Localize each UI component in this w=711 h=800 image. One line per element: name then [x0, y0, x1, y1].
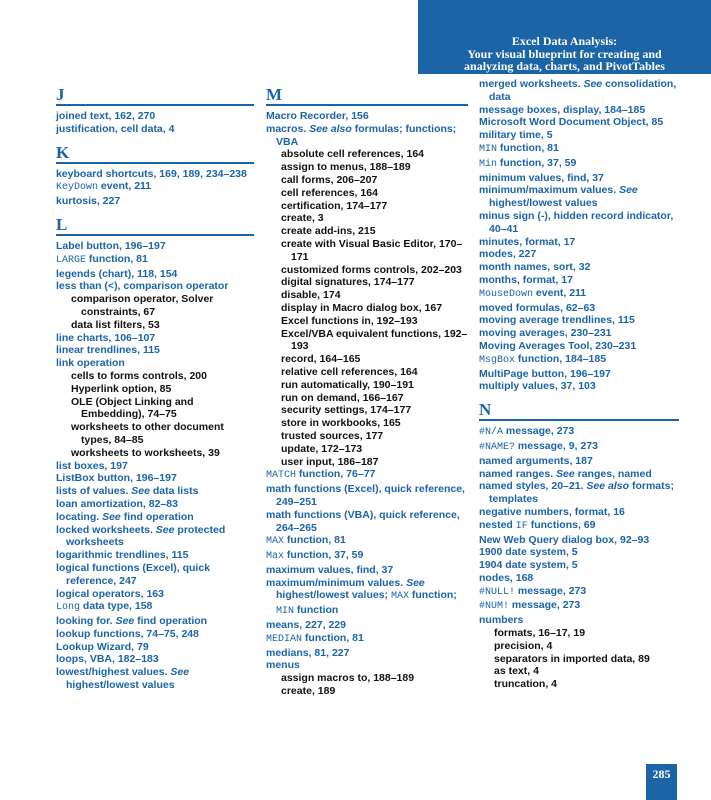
index-entry [479, 519, 679, 534]
entry-text: looking for. [56, 615, 116, 628]
index-entry [266, 483, 468, 509]
entry-text: functions, 69 [527, 518, 596, 531]
index-entry [266, 564, 468, 577]
entry-text: find operation [120, 510, 194, 523]
entry-text: create with Visual Basic Editor, 170–171 [281, 237, 463, 263]
entry-text: function; [408, 589, 457, 602]
entry-text: call forms, 206–207 [281, 173, 378, 186]
index-entry [266, 577, 468, 619]
index-subentry [266, 685, 468, 698]
entry-text: nodes, 168 [479, 571, 534, 584]
entry-text: ListBox button, 196–197 [56, 472, 177, 485]
entry-text: separators in imported data, 89 [494, 652, 650, 665]
index-entry [479, 248, 679, 261]
index-entry [56, 666, 254, 692]
entry-text: message, 273 [503, 425, 575, 438]
index-subentry [266, 187, 468, 200]
entry-text: function, 37, 59 [284, 549, 364, 562]
entry-text: logical functions (Excel), quick reference, 247 [56, 561, 211, 587]
index-entry [266, 647, 468, 660]
entry-text: LARGE [56, 254, 87, 266]
entry-text: digital signatures, 174–177 [281, 276, 415, 289]
index-entry [479, 340, 679, 353]
book-title-banner [418, 0, 711, 74]
index-entry [56, 195, 254, 208]
index-entry [479, 142, 679, 157]
index-entry [479, 480, 679, 506]
index-subentry [56, 370, 254, 383]
entry-text: joined text, 162, 270 [56, 110, 156, 122]
index-subentry [266, 200, 468, 213]
entry-text: Max [266, 551, 285, 563]
entry-text: negative numbers, format, 16 [479, 505, 625, 518]
entry-text: named styles, 20–21. [479, 480, 587, 493]
entry-text: locked worksheets. [56, 523, 156, 536]
entry-text: function, 81 [497, 141, 559, 154]
entry-text: IF [515, 520, 528, 532]
entry-text: #NULL! [479, 586, 516, 598]
index-entry [56, 123, 254, 136]
entry-text: math functions (VBA), quick reference, 264–265 [266, 508, 460, 534]
index-entry [479, 302, 679, 315]
entry-text: 1900 date system, 5 [479, 546, 578, 559]
entry-text: record, 164–165 [281, 353, 361, 366]
entry-text: create, 189 [281, 685, 336, 698]
index-entry [266, 619, 468, 632]
entry-text: See [406, 576, 425, 589]
index-subentry [266, 404, 468, 417]
index-subentry [266, 379, 468, 392]
entry-text: assign to menus, 188–189 [281, 161, 411, 174]
entry-text: Min [479, 158, 498, 170]
index-subentry [266, 264, 468, 277]
index-subentry [266, 289, 468, 302]
entry-text: less than (<), comparison operator [56, 280, 229, 293]
index-subentry [266, 672, 468, 685]
index-entry [479, 614, 679, 627]
entry-text: Label button, 196–197 [56, 239, 166, 252]
index-entry [479, 210, 679, 236]
index-entry [266, 509, 468, 535]
entry-text: medians, 81, 227 [266, 646, 350, 659]
index-subentry [266, 174, 468, 187]
entry-text: display in Macro dialog box, 167 [281, 301, 443, 314]
index-entry [56, 253, 254, 268]
entry-text: loan amortization, 82–83 [56, 497, 178, 510]
index-column-3 [479, 78, 679, 691]
entry-text: See [619, 184, 638, 197]
entry-text: worksheets to other document types, 84–85 [71, 421, 224, 446]
entry-text: function, 76–77 [296, 468, 376, 481]
index-subentry [266, 315, 468, 328]
entry-text: run automatically, 190–191 [281, 378, 414, 391]
entry-text: military time, 5 [479, 129, 553, 142]
entry-text: protected worksheets [66, 523, 226, 549]
entry-text: function [294, 604, 339, 617]
index-entry [266, 549, 468, 564]
entry-text: event, 211 [533, 286, 587, 299]
entry-text: data lists [149, 485, 199, 498]
index-subentry [56, 421, 254, 447]
entry-text: data type, 158 [80, 600, 153, 613]
entry-text: message boxes, display, 184–185 [479, 103, 646, 116]
entry-text: MIN [276, 606, 295, 618]
index-entry [479, 261, 679, 274]
index-entry [479, 327, 679, 340]
entry-text: message, 273 [515, 584, 587, 597]
entry-text: MsgBox [479, 354, 516, 366]
index-column-1 [56, 78, 254, 692]
entry-text: months, format, 17 [479, 273, 573, 286]
index-entry [56, 498, 254, 511]
index-entry [479, 559, 679, 572]
index-subentry [479, 627, 679, 640]
entry-text: merged worksheets. [479, 78, 584, 90]
section-letter: J [56, 78, 254, 106]
index-entry [56, 588, 254, 601]
index-subentry [266, 276, 468, 289]
index-entry [56, 653, 254, 666]
index-subentry [266, 238, 468, 264]
entry-text: legends (chart), 118, 154 [56, 267, 178, 280]
index-entry [479, 599, 679, 614]
index-subentry [266, 417, 468, 430]
entry-text: logarithmic trendlines, 115 [56, 549, 189, 562]
entry-text: MIN [479, 143, 498, 155]
index-column-2 [266, 78, 468, 698]
index-subentry [266, 148, 468, 161]
entry-text: #N/A [479, 427, 504, 439]
entry-text: function, 81 [86, 252, 148, 265]
entry-text: OLE (Object Linking and Embedding), 74–75 [71, 395, 194, 421]
entry-text: loops, VBA, 182–183 [56, 653, 159, 666]
entry-text: lookup functions, 74–75, 248 [56, 627, 199, 640]
index-entry [479, 274, 679, 287]
index-entry [479, 157, 679, 172]
entry-text: Excel/VBA equivalent functions, 192–193 [281, 327, 468, 353]
index-subentry [266, 328, 468, 354]
entry-text: See also [586, 480, 630, 493]
entry-text: named arguments, 187 [479, 454, 593, 467]
entry-text: maximum/minimum values. [266, 576, 407, 589]
entry-text: minutes, format, 17 [479, 235, 576, 248]
index-entry [479, 455, 679, 468]
index-entry [56, 549, 254, 562]
entry-text: New Web Query dialog box, 92–93 [479, 533, 650, 546]
index-entry [56, 615, 254, 628]
book-subtitle-line: Your visual blueprint for creating and [467, 46, 662, 61]
index-entry [56, 357, 254, 370]
entry-text: create add-ins, 215 [281, 225, 376, 238]
entry-text: numbers [479, 614, 524, 627]
page-tab-stripe [646, 784, 677, 800]
index-subentry [266, 443, 468, 456]
entry-text: find operation [134, 615, 208, 628]
index-entry [479, 534, 679, 547]
entry-text: cells to forms controls, 200 [71, 369, 207, 382]
entry-text: See [556, 467, 575, 480]
index-subentry [479, 665, 679, 678]
index-entry [56, 641, 254, 654]
entry-text: locating. [56, 510, 103, 523]
entry-text: update, 172–173 [281, 442, 363, 455]
index-entry [266, 534, 468, 549]
entry-text: function, 37, 59 [497, 156, 577, 169]
entry-text: justification, cell data, 4 [56, 122, 175, 135]
entry-text: formats, 16–17, 19 [494, 627, 586, 640]
entry-text: as text, 4 [494, 665, 539, 678]
entry-text: security settings, 174–177 [281, 404, 412, 417]
index-subentry [56, 293, 254, 319]
index-entry [56, 180, 254, 195]
index-entry [56, 562, 254, 588]
section-letter: N [479, 393, 679, 421]
entry-text: #NUM! [479, 601, 510, 613]
entry-text: Lookup Wizard, 79 [56, 640, 149, 653]
index-subentry [266, 212, 468, 225]
entry-text: logical operators, 163 [56, 587, 164, 600]
index-entry [479, 506, 679, 519]
entry-text: Macro Recorder, 156 [266, 110, 369, 122]
entry-text: moving averages, 230–231 [479, 327, 612, 340]
index-entry [266, 659, 468, 672]
index-entry [56, 600, 254, 615]
index-entry [266, 110, 468, 123]
entry-text: See [155, 523, 175, 536]
entry-text: MEDIAN [266, 633, 303, 645]
entry-text: relative cell references, 164 [281, 365, 418, 378]
index-entry [479, 129, 679, 142]
index-subentry [266, 302, 468, 315]
index-entry [479, 116, 679, 129]
section-letter: L [56, 208, 254, 236]
entry-text: certification, 174–177 [281, 199, 388, 212]
entry-text: lists of values. [56, 485, 132, 498]
entry-text: See [583, 78, 603, 90]
entry-text: function, 81 [284, 534, 346, 547]
entry-text: user input, 186–187 [281, 455, 379, 468]
index-entry [479, 172, 679, 185]
index-subentry [266, 456, 468, 469]
entry-text: 1904 date system, 5 [479, 559, 578, 572]
entry-text: Microsoft Word Document Object, 85 [479, 116, 664, 129]
entry-text: trusted sources, 177 [281, 429, 384, 442]
entry-text: store in workbooks, 165 [281, 417, 401, 430]
index-subentry [266, 161, 468, 174]
entry-text: formats; templates [489, 480, 674, 506]
index-entry [479, 468, 679, 481]
entry-text: keyboard shortcuts, 169, 189, 234–238 [56, 167, 247, 180]
entry-text: function, 184–185 [515, 352, 607, 365]
entry-text: Long [56, 602, 81, 614]
entry-text: link operation [56, 357, 125, 370]
index-entry [56, 485, 254, 498]
entry-text: nested [479, 518, 516, 531]
index-entry [56, 344, 254, 357]
entry-text: lowest/highest values. [56, 666, 171, 679]
entry-text: MAX [390, 591, 409, 603]
entry-text: run on demand, 166–167 [281, 391, 404, 404]
entry-text: kurtosis, 227 [56, 195, 121, 208]
index-subentry [56, 383, 254, 396]
index-entry [56, 240, 254, 253]
entry-text: absolute cell references, 164 [281, 148, 424, 161]
entry-text: MAX [266, 536, 285, 548]
entry-text: MouseDown [479, 288, 534, 300]
entry-text: consolidation, data [489, 78, 677, 103]
index-entry [56, 472, 254, 485]
entry-text: minimum values, find, 37 [479, 171, 604, 184]
entry-text: minimum/maximum values. [479, 184, 620, 197]
book-subtitle-line: analyzing data, charts, and PivotTables [464, 59, 665, 73]
entry-text: comparison operator, Solver constraints, 67 [71, 293, 214, 318]
entry-text: moved formulas, 62–63 [479, 301, 596, 314]
index-entry [56, 280, 254, 293]
index-entry [266, 123, 468, 149]
entry-text: worksheets to worksheets, 39 [71, 446, 220, 459]
entry-text: assign macros to, 188–189 [281, 672, 415, 685]
section-letter: M [266, 78, 468, 106]
entry-text: See also [309, 122, 352, 135]
entry-text: customized forms controls, 202–203 [281, 263, 462, 276]
entry-text: multiply values, 37, 103 [479, 380, 596, 393]
index-entry [479, 425, 679, 440]
entry-text: See [131, 485, 150, 498]
index-entry [479, 287, 679, 302]
index-entry [56, 110, 254, 123]
entry-text: precision, 4 [494, 639, 553, 652]
entry-text: moving average trendlines, 115 [479, 314, 635, 327]
index-entry [56, 168, 254, 181]
entry-text: highest/lowest values [489, 197, 598, 210]
entry-text: Hyperlink option, 85 [71, 382, 172, 395]
index-entry [56, 332, 254, 345]
section-letter: K [56, 136, 254, 164]
entry-text: line charts, 106–107 [56, 331, 156, 344]
entry-text: MATCH [266, 470, 297, 482]
index-entry [479, 440, 679, 455]
index-entry [479, 585, 679, 600]
index-entry [56, 460, 254, 473]
entry-text: macros. [266, 122, 310, 135]
index-entry [479, 572, 679, 585]
index-subentry [56, 319, 254, 332]
index-subentry [266, 430, 468, 443]
entry-text: Moving Averages Tool, 230–231 [479, 339, 637, 352]
entry-text: MultiPage button, 196–197 [479, 367, 611, 380]
index-entry [266, 468, 468, 483]
entry-text: data list filters, 53 [71, 318, 160, 331]
entry-text: list boxes, 197 [56, 459, 128, 472]
entry-text: disable, 174 [281, 289, 341, 302]
index-entry [56, 628, 254, 641]
index-entry [266, 632, 468, 647]
index-entry [479, 104, 679, 117]
entry-text: maximum values, find, 37 [266, 563, 394, 576]
entry-text: #NAME? [479, 441, 516, 453]
index-entry [56, 511, 254, 524]
entry-text: formulas; functions; VBA [276, 122, 457, 148]
index-entry [479, 78, 679, 104]
entry-text: message, 9, 273 [515, 439, 598, 452]
index-subentry [479, 640, 679, 653]
index-subentry [266, 392, 468, 405]
entry-text: highest/lowest values [66, 679, 175, 692]
index-subentry [266, 366, 468, 379]
index-entry [479, 368, 679, 381]
index-subentry [479, 678, 679, 691]
entry-text: create, 3 [281, 212, 324, 225]
entry-text: modes, 227 [479, 248, 537, 261]
index-subentry [479, 653, 679, 666]
index-entry [479, 236, 679, 249]
entry-text: month names, sort, 32 [479, 261, 591, 274]
entry-text: Excel functions in, 192–193 [281, 314, 418, 327]
entry-text: event, 211 [98, 180, 152, 193]
entry-text: named ranges. [479, 467, 557, 480]
entry-text: message, 273 [509, 599, 581, 612]
index-subentry [56, 396, 254, 422]
entry-text: See [115, 615, 135, 628]
entry-text: linear trendlines, 115 [56, 344, 160, 357]
index-entry [479, 314, 679, 327]
index-entry [479, 380, 679, 393]
entry-text: truncation, 4 [494, 678, 558, 691]
entry-text: math functions (Excel), quick reference, 249–251 [266, 483, 465, 508]
entry-text: means, 227, 229 [266, 619, 346, 632]
entry-text: highest/lowest values; [276, 589, 391, 602]
index-subentry [266, 225, 468, 238]
index-entry [56, 524, 254, 550]
entry-text: minus sign (-), hidden record indicator, 40–41 [479, 209, 674, 235]
index-subentry [56, 447, 254, 460]
entry-text: See [102, 510, 121, 523]
index-entry [56, 268, 254, 281]
index-entry [479, 184, 679, 210]
entry-text: function, 81 [302, 631, 364, 644]
index-entry [479, 353, 679, 368]
entry-text: menus [266, 659, 300, 672]
entry-text: ranges, named [574, 467, 652, 480]
book-title-line: Excel Data Analysis: [511, 34, 618, 48]
entry-text: KeyDown [56, 182, 99, 194]
index-entry [479, 546, 679, 559]
entry-text: cell references, 164 [281, 186, 378, 199]
entry-text: See [170, 666, 190, 679]
index-subentry [266, 353, 468, 366]
page-number: 285 [646, 764, 677, 784]
